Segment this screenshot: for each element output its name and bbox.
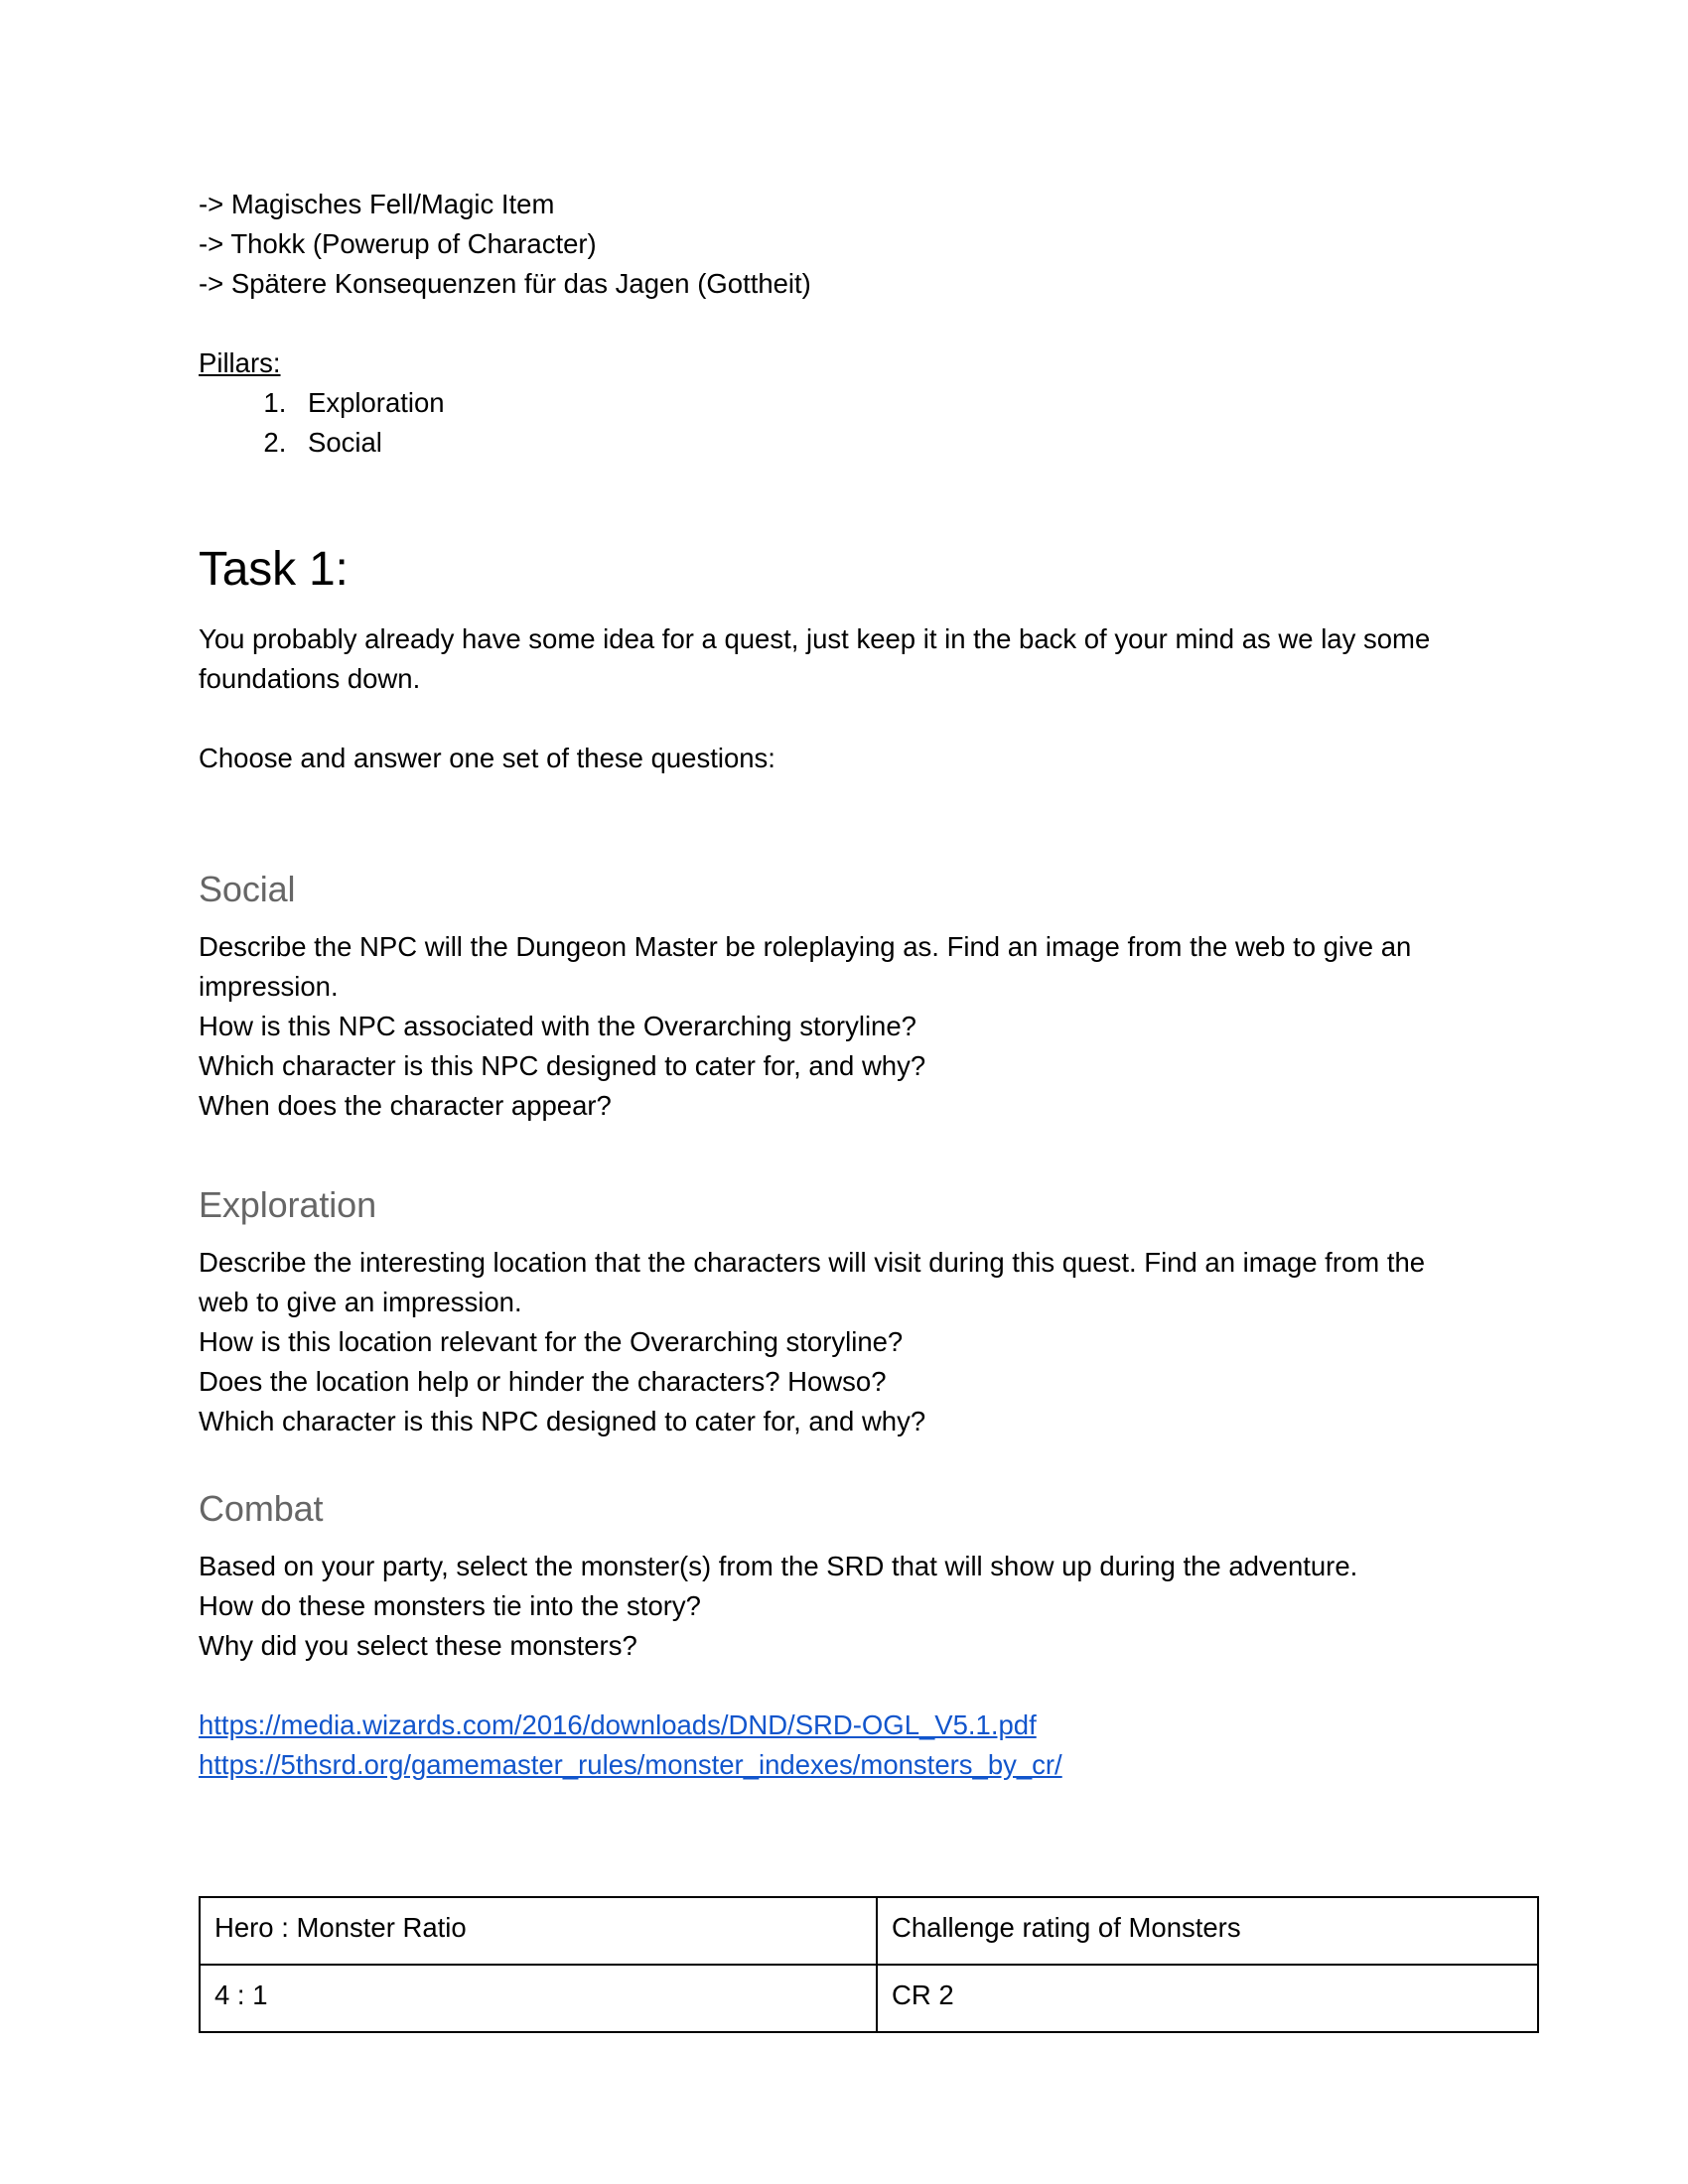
- spacer: [199, 1441, 1477, 1487]
- intro-line: -> Magisches Fell/Magic Item: [199, 189, 555, 219]
- spacer: [199, 1126, 1477, 1183]
- section-line: Describe the interesting location that the characters will visit during this quest. Find an image from the web to give an impression.: [199, 1247, 1433, 1317]
- spacer: [199, 1666, 1477, 1706]
- pillars-list: [199, 383, 1477, 463]
- intro-list: [199, 185, 1477, 304]
- section-line: When does the character appear?: [199, 1090, 612, 1121]
- hero-monster-ratio-table: [199, 1896, 1539, 2033]
- section-line: How is this location relevant for the Overarching storyline?: [199, 1326, 904, 1357]
- table-header-cell: Challenge rating of Monsters: [877, 1897, 1538, 1965]
- table-row: [200, 1897, 1538, 1965]
- list-item: 2. Social: [294, 423, 1477, 463]
- section-line: Which character is this NPC designed to cater for, and why?: [199, 1406, 926, 1436]
- section-combat: [199, 1487, 1477, 1666]
- pillars-block: [199, 343, 1477, 463]
- task-instruction: Choose and answer one set of these questions:: [199, 743, 775, 773]
- section-line: Why did you select these monsters?: [199, 1630, 637, 1661]
- link-srd-pdf[interactable]: https://media.wizards.com/2016/downloads/DND/SRD-OGL_V5.1.pdf: [199, 1709, 1037, 1740]
- spacer: [199, 463, 1477, 542]
- table-cell: CR 2: [877, 1965, 1538, 2032]
- spacer: [199, 1227, 1477, 1243]
- section-line: Describe the NPC will the Dungeon Master be roleplaying as. Find an image from the web to give an impression.: [199, 931, 1419, 1002]
- table-row: [200, 1965, 1538, 2032]
- intro-line: -> Thokk (Powerup of Character): [199, 228, 597, 259]
- document-body: [199, 185, 1477, 2033]
- section-line: Which character is this NPC designed to cater for, and why?: [199, 1050, 926, 1081]
- section-line: How do these monsters tie into the story?: [199, 1590, 701, 1621]
- section-social: [199, 868, 1477, 1126]
- spacer: [199, 1785, 1477, 1896]
- spacer: [199, 598, 1477, 619]
- reference-links: [199, 1706, 1477, 1785]
- intro-line: -> Spätere Konsequenzen für das Jagen (Gottheit): [199, 268, 811, 299]
- task-intro-paragraph: You probably already have some idea for a quest, just keep it in the back of your mind as we lay some foundations down.: [199, 623, 1431, 694]
- section-line: How is this NPC associated with the Overarching storyline?: [199, 1011, 916, 1041]
- page-title: Task 1:: [199, 543, 349, 596]
- pillars-heading-row: [199, 343, 1477, 383]
- table-header-cell: Hero : Monster Ratio: [200, 1897, 877, 1965]
- spacer: [199, 304, 1477, 343]
- section-line: Does the location help or hinder the characters? Howso?: [199, 1366, 887, 1397]
- list-item: 1. Exploration: [294, 383, 1477, 423]
- section-heading-combat: Combat: [199, 1488, 324, 1529]
- table-cell: 4 : 1: [200, 1965, 877, 2032]
- section-line: Based on your party, select the monster(s) from the SRD that will show up during the adventure.: [199, 1551, 1358, 1581]
- section-exploration: [199, 1183, 1477, 1441]
- section-heading-exploration: Exploration: [199, 1184, 377, 1225]
- spacer: [199, 1531, 1477, 1547]
- link-monsters-by-cr[interactable]: https://5thsrd.org/gamemaster_rules/monster_indexes/monsters_by_cr/: [199, 1749, 1062, 1780]
- spacer: [199, 778, 1477, 868]
- section-heading-social: Social: [199, 869, 296, 909]
- pillars-label: Pillars:: [199, 347, 281, 378]
- spacer: [199, 911, 1477, 927]
- spacer: [199, 699, 1477, 739]
